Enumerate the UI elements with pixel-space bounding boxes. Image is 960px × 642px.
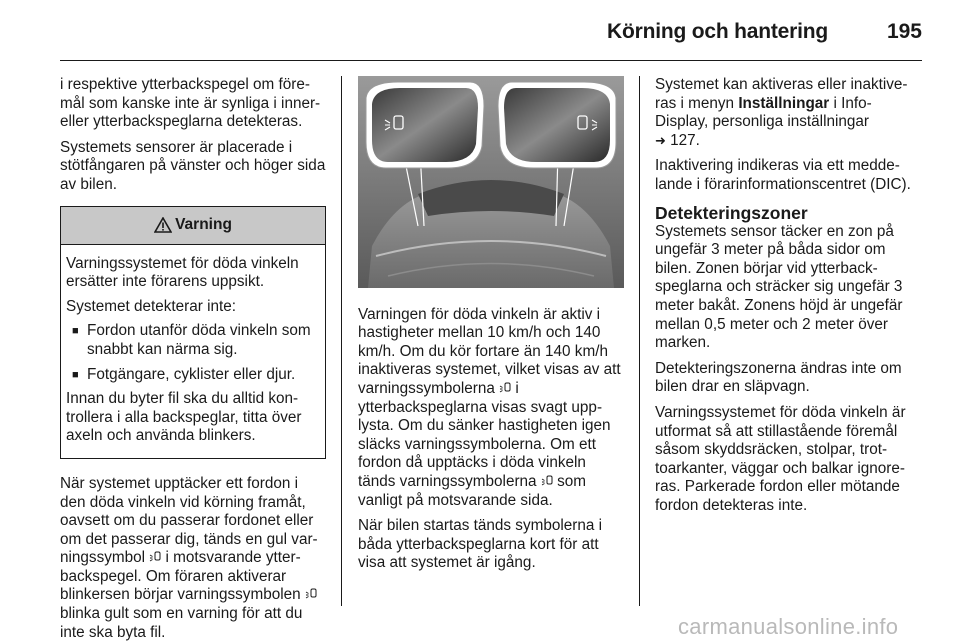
column-1	[60, 76, 326, 642]
column-divider	[341, 76, 342, 606]
paragraph: Varningssystemet för döda vinkeln är utformat så att stillastående föremål såsom skyddsräcken, stolpar, trottoarkanter, väggar och balkar ignoreras. Parkerade fordon eller mötande fordon detekteras inte.	[655, 403, 906, 514]
page-reference[interactable]: 127.	[670, 131, 700, 149]
cross-reference-arrow-icon: ➜	[655, 132, 666, 148]
page-header	[0, 0, 960, 62]
paragraph: Systemet kan aktiveras eller inaktiveras i menyn Inställningar i Info-Display, personliga inställningar ➜ 127.	[655, 76, 908, 149]
warning-paragraph: Innan du byter fil ska du alltid kontrollera i alla backspeglar, titta över axeln och använda blinkers.	[66, 390, 302, 445]
list-item	[66, 322, 319, 359]
paragraph: i respektive ytterbackspegel om föremål som kanske inte är synliga i inner- eller ytterbackspeglarna detekteras.	[60, 76, 321, 131]
list-item-text: Fordon utanför döda vinkeln som snabbt kan närma sig.	[87, 322, 311, 358]
paragraph: Detekteringszonerna ändras inte om bilen drar en släpvagn.	[655, 359, 902, 396]
warning-paragraph: Varningssystemet för döda vinkeln ersätter inte förarens uppsikt.	[66, 254, 299, 291]
bullet-icon: ■	[72, 368, 79, 381]
paragraph: Inaktivering indikeras via ett meddelande i förarinformationscentret (DIC).	[655, 157, 911, 193]
paragraph: När systemet upptäcker ett fordon i den döda vinkeln vid körning framåt, oavsett om du passerar fordonet eller om det passerar dig, tänds en gul varningssymbol i motsvarande ytterbackspegel. Om föraren aktiverar blinkersen börjar varningssymbolen blinka gult som en varning för att du inte ska byta fil.	[60, 474, 318, 641]
blind-spot-symbol-icon	[499, 382, 511, 394]
mirror-illustration	[358, 76, 624, 288]
warning-body	[61, 245, 325, 458]
blind-spot-symbol-icon	[305, 588, 317, 600]
warning-paragraph: Systemet detekterar inte:	[66, 297, 237, 315]
warning-box	[60, 206, 326, 459]
menu-name: Inställningar	[738, 94, 830, 112]
blind-spot-symbol-icon	[149, 551, 161, 563]
blind-spot-symbol-icon	[541, 475, 553, 487]
warning-header	[61, 207, 325, 245]
paragraph: När bilen startas tänds symbolerna i båda ytterbackspeglarna kort för att visa att systemet är igång.	[358, 517, 603, 572]
page-number: 195	[886, 20, 922, 43]
warning-title: Varning	[175, 215, 232, 233]
paragraph: Systemets sensorer är placerade i stötfångaren på vänster och höger sida av bilen.	[60, 138, 326, 193]
list-item	[66, 366, 319, 385]
list-item-text: Fotgängare, cyklister eller djur.	[87, 365, 296, 383]
page-title: Körning och hantering	[607, 20, 828, 43]
column-2	[358, 76, 624, 580]
paragraph: Varningen för döda vinkeln är aktiv i hastigheter mellan 10 km/h och 140 km/h. Om du kör fortare än 140 km/h inaktiveras systemet, vilket visas av att varningssymbolerna i ytterbackspeglarna visas svagt upplysta. Om du sänker hastigheten igen släcks varningssymbolerna. Om ett fordon då upptäcks i döda vinkeln tänds varningssymbolerna som vanligt på motsvarande sida.	[358, 305, 621, 509]
section-heading: Detekteringszoner	[655, 202, 808, 223]
header-rule	[60, 60, 922, 61]
paragraph: Systemets sensor täcker en zon på ungefär 3 meter på båda sidor om bilen. Zonen börjar vid ytterbackspeglarna och sträcker sig ungefär 3 meter bakåt. Zonens höjd är ungefär mellan 0,5 meter och 2 meter över marken.	[655, 222, 903, 352]
watermark: carmanualsonline.info	[678, 614, 899, 639]
warning-triangle-icon	[154, 217, 172, 233]
column-divider	[639, 76, 640, 606]
column-3	[655, 76, 923, 522]
bullet-icon: ■	[72, 325, 79, 338]
